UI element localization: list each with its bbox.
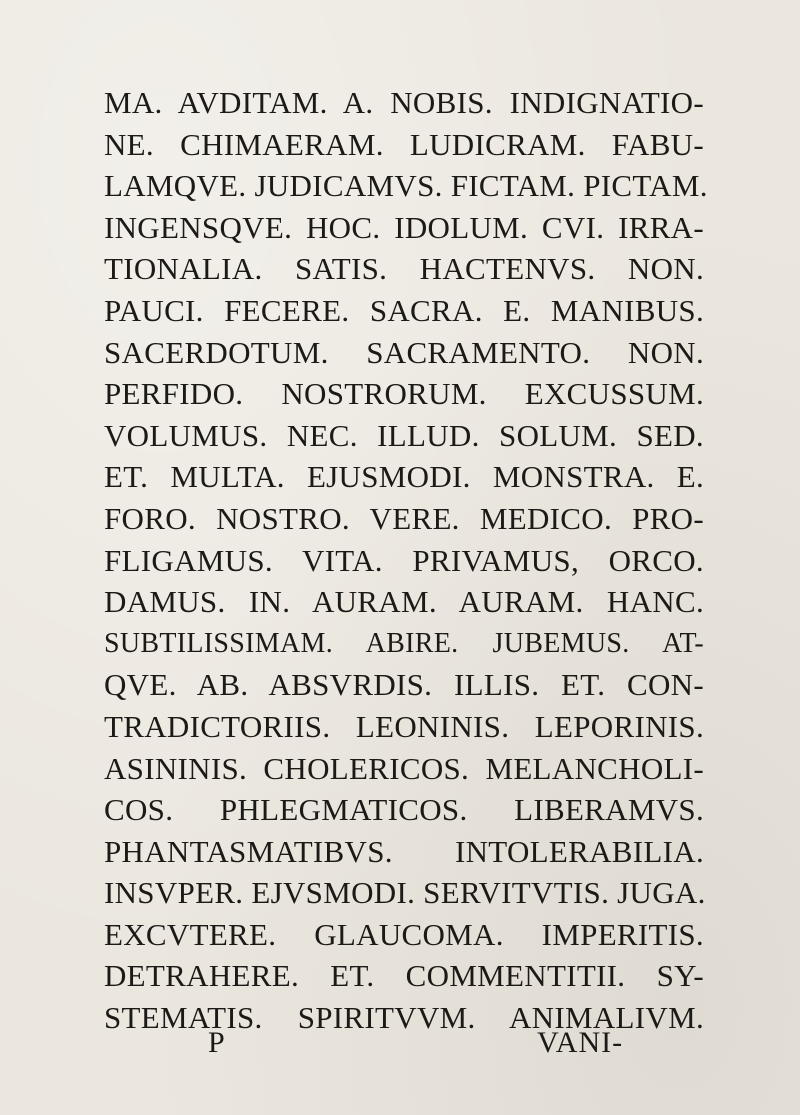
text-line-5: TIONALIA. SATIS. HACTENVS. NON.	[104, 251, 704, 287]
text-line-14: SUBTILISSIMAM. ABIRE. JUBEMUS. AT-	[104, 627, 704, 659]
text-line-3: LAMQVE. JUDICAMVS. FICTAM. PICTAM.	[104, 168, 708, 204]
text-line-17: ASININIS. CHOLERICOS. MELANCHOLI-	[104, 750, 704, 786]
text-line-21: EXCVTERE. GLAUCOMA. IMPERITIS.	[104, 916, 704, 952]
text-line-18: COS. PHLEGMATICOS. LIBERAMVS.	[104, 792, 704, 828]
signature-mark: P	[208, 1026, 226, 1059]
text-line-12: FLIGAMUS. VITA. PRIVAMUS, ORCO.	[104, 542, 704, 578]
text-line-20: INSVPER. EJVSMODI. SERVITVTIS. JUGA.	[104, 875, 706, 911]
text-line-1: MA. AVDITAM. A. NOBIS. INDIGNATIO-	[104, 85, 704, 120]
text-line-9: VOLUMUS. NEC. ILLUD. SOLUM. SED.	[104, 417, 704, 453]
text-line-4: INGENSQVE. HOC. IDOLUM. CVI. IRRA-	[104, 209, 704, 245]
text-line-23: STEMATIS. SPIRITVVM. ANIMALIVM.	[104, 1000, 704, 1036]
text-line-6: PAUCI. FECERE. SACRA. E. MANIBUS.	[104, 292, 704, 328]
text-line-2: NE. CHIMAERAM. LUDICRAM. FABU-	[104, 126, 704, 162]
text-line-13: DAMUS. IN. AURAM. AURAM. HANC.	[104, 584, 704, 620]
catchword: VANI-	[537, 1026, 624, 1059]
page-footer	[104, 1022, 704, 1064]
text-line-15: QVE. AB. ABSVRDIS. ILLIS. ET. CON-	[104, 667, 704, 703]
text-line-19: PHANTASMATIBVS. INTOLERABILIA.	[104, 833, 704, 869]
text-line-16: TRADICTORIIS. LEONINIS. LEPORINIS.	[104, 708, 704, 744]
text-line-10: ET. MULTA. EJUSMODI. MONSTRA. E.	[104, 459, 704, 495]
text-line-7: SACERDOTUM. SACRAMENTO. NON.	[104, 334, 704, 370]
text-line-8: PERFIDO. NOSTRORUM. EXCUSSUM.	[104, 376, 704, 412]
body-text	[104, 82, 708, 1039]
text-line-22: DETRAHERE. ET. COMMENTITII. SY-	[104, 958, 704, 994]
text-line-11: FORO. NOSTRO. VERE. MEDICO. PRO-	[104, 500, 704, 536]
